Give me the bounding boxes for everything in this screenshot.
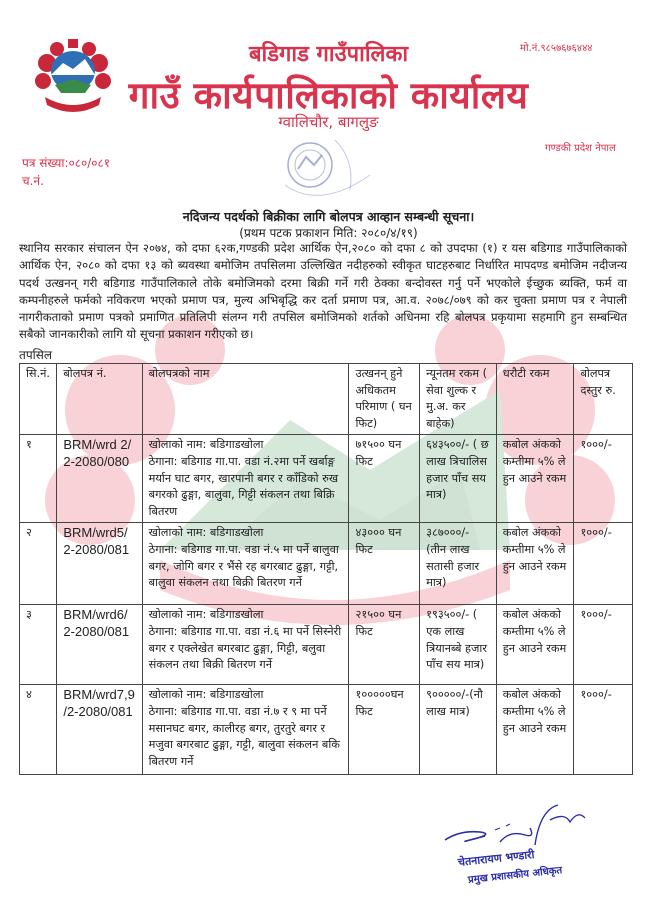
cell-quantity: ७१५०० घन फिट (349, 435, 420, 523)
header-min-amount: न्यूनतम रकम ( सेवा शुल्क र मु.अ. कर बाहेक) (420, 364, 497, 435)
location-address: ठेगाना: बडिगाड गा.पा. वडा नं.६ मा पर्ने सिस्नेरी बगर र एक्लेखेत बगरबाट ढुङ्गा, गिट्टी, बलुवा संकलन तथा बिक्री बितरण गर्ने (148, 624, 342, 672)
table-header-row (20, 364, 633, 435)
notice-title: नदिजन्य पदर्थको बिक्रीका लागि बोलपत्र आव्हान सम्बन्धी सूचना। (182, 209, 475, 224)
cell-quantity: १०००००घन फिट (349, 685, 420, 775)
cell-fee: १०००/- (574, 605, 633, 685)
cell-serial: ३ (20, 605, 57, 685)
cell-fee: १०००/- (574, 435, 633, 523)
cell-deposit: कबोल अंकको कम्तीमा ५% ले हुन आउने रकम (496, 523, 574, 605)
office-stamp (280, 135, 380, 207)
cell-bid-name (142, 685, 349, 775)
cell-quantity: २१५०० घन फिट (349, 605, 420, 685)
cell-bid-name (142, 435, 349, 523)
cell-bid-number: BRM/wrd6/ 2-2080/081 (57, 605, 142, 685)
river-name: खोलाको नाम: बडिगाडखोला (148, 608, 264, 622)
notice-publish-date: (प्रथम पटक प्रकाशन मिति: २०८०/४/१९) (239, 226, 418, 240)
handwritten-signature (440, 800, 590, 850)
cell-serial: १ (20, 435, 57, 523)
location-address: ठेगाना: बडिगाड गा.पा. वडा नं.७ र ९ मा पर्ने मसानघट बगर, कालीरह बगर, तुरतुरे बगर र मजुवा बगरबाट ढुङ्गा, गट्टी, बालुवा संकलन बकि बितरण गर्ने (148, 704, 340, 768)
table-row (20, 523, 633, 605)
cell-serial: २ (20, 523, 57, 605)
river-name: खोलाको नाम: बडिगाडखोला (148, 526, 264, 540)
header-quantity: उत्खनन् हुने अधिकतम परिमाण ( घन फिट) (349, 364, 420, 435)
header-fee: बोलपत्र दस्तुर रु. (574, 364, 633, 435)
details-label: तपसिल (19, 348, 53, 362)
river-name: खोलाको नाम: बडिगाडखोला (148, 438, 264, 452)
signatory-title: प्रमुख प्रशासकीय अधिकृत (467, 865, 563, 886)
cell-bid-name (142, 523, 349, 605)
cell-bid-number: BRM/wrd7,9 /2-2080/081 (57, 685, 142, 775)
office-name: गाउँ कार्यपालिकाको कार्यालय (128, 74, 529, 117)
bid-table (19, 363, 633, 775)
province-name: गण्डकी प्रदेश नेपाल (545, 143, 616, 154)
cell-bid-number: BRM/wrd 2/ 2-2080/080 (57, 435, 142, 523)
header-bid-name: बोलपत्रको नाम (142, 364, 349, 435)
cell-min-amount: ९०००००/-(नौ लाख मात्र) (420, 685, 497, 775)
table-row (20, 685, 633, 775)
header-serial: सि.नं. (20, 364, 57, 435)
cell-bid-name (142, 605, 349, 685)
cell-bid-number: BRM/wrd5/ 2-2080/081 (57, 523, 142, 605)
header-bid-number: बोलपत्र नं. (57, 364, 142, 435)
notice-body: स्थानिय सरकार संचालन ऐन २०७४, को दफा ६२क,गण्डकी प्रदेश आर्थिक ऐन,२०८० को दफा ८ को उपदफा (१) र यस बडिगाड गाउँपालिकाको आर्थिक ऐन, २०८० को दफा १३ को ब्यवस्था बमोजिम तपसिलमा उल्लिखित नदीहरुको स्वीकृत घाटहरुबाट निर्धारित मापदण्ड बमोजिम नदीजन्य पदर्थ उत्खनन् गरी बडिगाड गाउँपालिकाले तोके बमोजिमको दरमा बिक्री गर्ने गरी ठेक्का बन्दोवस्त गर्नु पर्ने भएकोले ईच्छुक ब्यक्ति, फर्म वा कम्पनीहरुले फर्मको नविकरण भएको प्रमाण पत्र, मुल्य अभिबृद्धि कर दर्ता प्रमाण पत्र, आ.व. २०७८/०७९ को कर चुक्ता प्रमाण पत्र र नेपाली नागरीकताको प्रमाण पत्रको प्रमाणित प्रतिलिपी संलग्न गरी तपसिल बमोजिमको शर्तको अधिनमा रहि बोलपत्र प्रकृयामा सहमागि हुन सम्बन्धित सबैको जानकारीको लागि यो सूचना प्रकाशन गरीएको छ। (19, 241, 627, 342)
location-address: ठेगाना: बडिगाड गा.पा. वडा नं.२मा पर्ने खर्बाङ्ग मर्यान घाट बगर, खारपानी बगर र काँडिको रुख बगरको ढुङ्गा, बालुवा, गिट्टी संकलन तथा बिक्रि बितरण (148, 454, 339, 518)
cell-deposit: कबोल अंकको कम्तीमा ५% ले हुन आउने रकम (496, 435, 574, 523)
cell-deposit: कबोल अंकको कम्तीमा ५% ले हुन आउने रकम (496, 685, 574, 775)
cell-serial: ४ (20, 685, 57, 775)
phone-number: मो.नं.९८५७६७६४४४ (520, 43, 593, 54)
cell-min-amount: ६४३५००/- ( छ लाख त्रिचालिस हजार पाँच सय मात्र) (420, 435, 497, 523)
table-row (20, 435, 633, 523)
letter-number: पत्र संख्या:०८०/०८१ (22, 156, 110, 170)
cell-quantity: ४३००० घन फिट (349, 523, 420, 605)
signatory-name: चेतनारायण भण्डारी (457, 848, 536, 869)
cell-fee: १०००/- (574, 523, 633, 605)
cell-min-amount: ३८७०००/- (तीन लाख सतासी हजार मात्र) (420, 523, 497, 605)
dispatch-number: च.नं. (22, 174, 44, 188)
location-address: ठेगाना: बडिगाड गा.पा. वडा नं.५ मा पर्ने बालुवा बगर, जोगि बगर र भैंसे रह बगरबाट ढुङ्गा, गट्टी, बालुवा संकलन तथा बिक्री बितरण गर्ने (148, 542, 339, 590)
cell-fee: १०००/- (574, 685, 633, 775)
table-row (20, 605, 633, 685)
office-location: ग्वालिचौर, बागलुङ (278, 113, 379, 131)
municipality-name: बडिगाड गाउँपालिका (248, 42, 409, 67)
cell-deposit: कबोल अंकको कम्तीमा ५% ले हुन आउने रकम (496, 605, 574, 685)
cell-min-amount: १९३५००/- ( एक लाख त्रियानब्बे हजार पाँच सय मात्र) (420, 605, 497, 685)
river-name: खोलाको नाम: बडिगाडखोला (148, 688, 264, 702)
header-deposit: धरौटी रकम (496, 364, 574, 435)
